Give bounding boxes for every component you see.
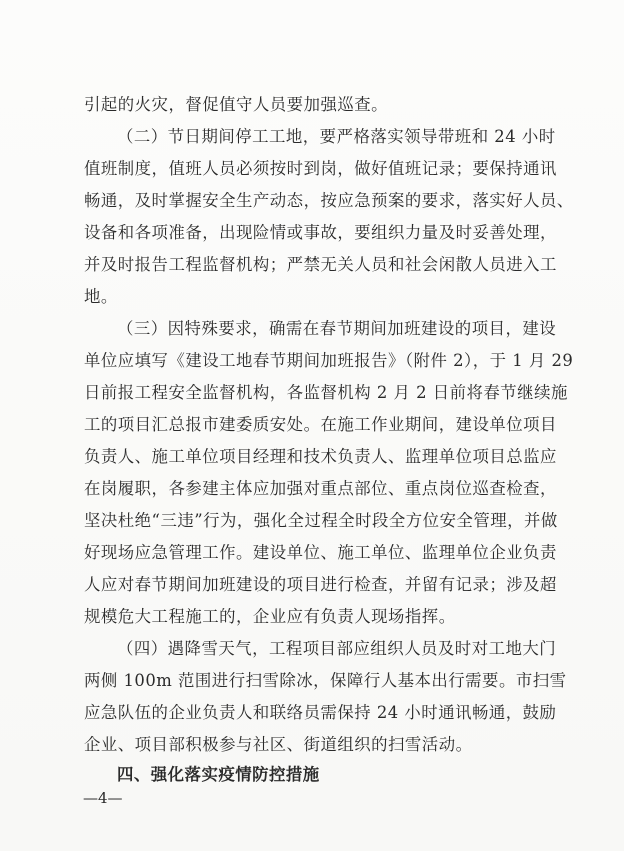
body-text-line: 引起的火灾，督促值守人员要加强巡查。 bbox=[84, 95, 389, 114]
section-heading: 四、强化落实疫情防控措施 bbox=[117, 765, 320, 784]
body-text-line: 日前报工程安全监督机构，各监督机构 2 月 2 日前将春节继续施 bbox=[84, 383, 568, 402]
body-text-line: 负责人、施工单位项目经理和技术负责人、监理单位项目总监应 bbox=[84, 447, 557, 466]
body-text-line: 好现场应急管理工作。建设单位、施工单位、监理单位企业负责 bbox=[84, 543, 557, 562]
body-text-line: 规模危大工程施工的，企业应有负责人现场指挥。 bbox=[84, 607, 456, 626]
body-text-line: 在岗履职，各参建主体应加强对重点部位、重点岗位巡查检查， bbox=[84, 479, 557, 498]
body-text-line: 两侧 100m 范围进行扫雪除冰，保障行人基本出行需要。市扫雪 bbox=[84, 671, 567, 690]
body-text-line: 应急队伍的企业负责人和联络员需保持 24 小时通讯畅通，鼓励 bbox=[84, 703, 557, 722]
body-text-line: 坚决杜绝“三违”行为，强化全过程全时段全方位安全管理，并做 bbox=[84, 511, 558, 530]
body-text-line: （二）节日期间停工工地，要严格落实领导带班和 24 小时 bbox=[117, 127, 556, 146]
body-text-line: 值班制度，值班人员必须按时到岗，做好值班记录；要保持通讯 bbox=[84, 159, 557, 178]
body-text-line: （四）遇降雪天气，工程项目部应组织人员及时对工地大门 bbox=[117, 639, 557, 658]
body-text-line: （三）因特殊要求，确需在春节期间加班建设的项目，建设 bbox=[117, 319, 557, 338]
body-text-line: 人应对春节期间加班建设的项目进行检查，并留有记录；涉及超 bbox=[84, 575, 557, 594]
body-text-line: 并及时报告工程监督机构；严禁无关人员和社会闲散人员进入工 bbox=[84, 255, 557, 274]
body-text-line: 工的项目汇总报市建委质安处。在施工作业期间，建设单位项目 bbox=[84, 415, 557, 434]
body-text-line: 地。 bbox=[84, 287, 118, 306]
body-text-line: 设备和各项准备，出现险情或事故，要组织力量及时妥善处理， bbox=[84, 223, 557, 242]
page-number: —4— bbox=[83, 789, 123, 807]
body-text-line: 企业、项目部积极参与社区、街道组织的扫雪活动。 bbox=[84, 735, 473, 754]
body-text-line: 单位应填写《建设工地春节期间加班报告》（附件 2），于 1 月 29 bbox=[84, 351, 574, 370]
body-text-line: 畅通，及时掌握安全生产动态，按应急预案的要求，落实好人员、 bbox=[84, 191, 574, 210]
